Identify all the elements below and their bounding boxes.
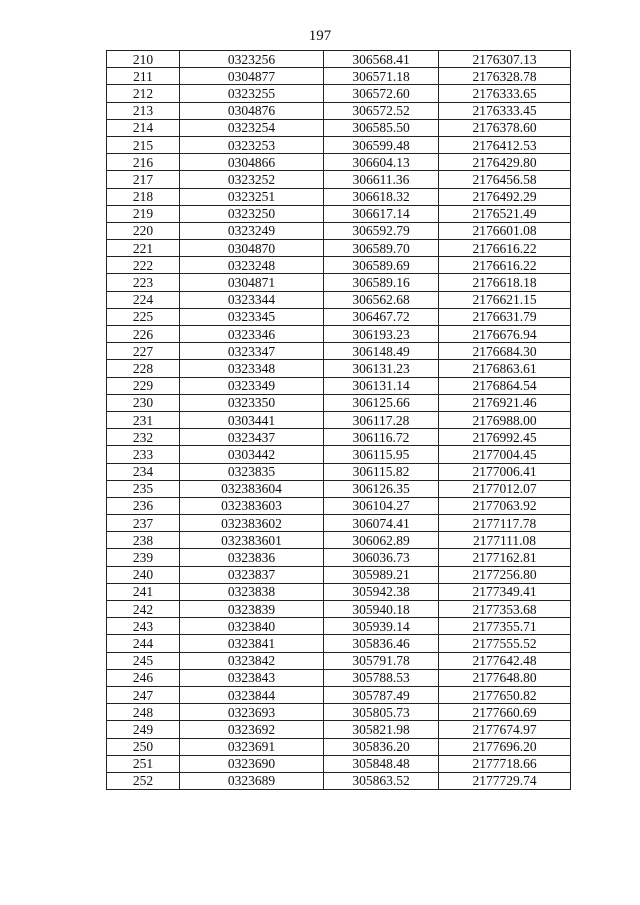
table-row	[107, 119, 571, 136]
y-coordinate-cell: 2176684.30	[439, 343, 571, 360]
table-row	[107, 257, 571, 274]
table-row	[107, 308, 571, 325]
table-row	[107, 738, 571, 755]
point-number-cell: 239	[107, 549, 180, 566]
point-code-cell: 0323348	[180, 360, 324, 377]
table-row	[107, 532, 571, 549]
y-coordinate-cell: 2177718.66	[439, 755, 571, 772]
x-coordinate-cell: 306571.18	[324, 68, 439, 85]
table-row	[107, 618, 571, 635]
point-code-cell: 0323256	[180, 51, 324, 68]
point-number-cell: 223	[107, 274, 180, 291]
y-coordinate-cell: 2177004.45	[439, 446, 571, 463]
x-coordinate-cell: 306572.60	[324, 85, 439, 102]
y-coordinate-cell: 2176333.45	[439, 102, 571, 119]
point-code-cell: 032383602	[180, 515, 324, 532]
point-number-cell: 237	[107, 515, 180, 532]
y-coordinate-cell: 2176521.49	[439, 205, 571, 222]
point-number-cell: 243	[107, 618, 180, 635]
x-coordinate-cell: 306148.49	[324, 343, 439, 360]
table-row	[107, 51, 571, 68]
x-coordinate-cell: 305805.73	[324, 704, 439, 721]
table-row	[107, 463, 571, 480]
table-row	[107, 343, 571, 360]
table-row	[107, 772, 571, 789]
x-coordinate-cell: 306126.35	[324, 480, 439, 497]
point-number-cell: 247	[107, 686, 180, 703]
y-coordinate-cell: 2176616.22	[439, 257, 571, 274]
y-coordinate-cell: 2176601.08	[439, 222, 571, 239]
point-code-cell: 0323345	[180, 308, 324, 325]
point-number-cell: 229	[107, 377, 180, 394]
point-number-cell: 230	[107, 394, 180, 411]
point-number-cell: 241	[107, 583, 180, 600]
table-row	[107, 394, 571, 411]
y-coordinate-cell: 2176378.60	[439, 119, 571, 136]
point-code-cell: 0303441	[180, 411, 324, 428]
point-code-cell: 0304866	[180, 154, 324, 171]
point-code-cell: 0304870	[180, 240, 324, 257]
x-coordinate-cell: 305939.14	[324, 618, 439, 635]
y-coordinate-cell: 2177111.08	[439, 532, 571, 549]
x-coordinate-cell: 306062.89	[324, 532, 439, 549]
point-code-cell: 0304871	[180, 274, 324, 291]
y-coordinate-cell: 2177660.69	[439, 704, 571, 721]
x-coordinate-cell: 306568.41	[324, 51, 439, 68]
point-code-cell: 0323349	[180, 377, 324, 394]
point-number-cell: 250	[107, 738, 180, 755]
y-coordinate-cell: 2176863.61	[439, 360, 571, 377]
x-coordinate-cell: 305942.38	[324, 583, 439, 600]
x-coordinate-cell: 306599.48	[324, 136, 439, 153]
table-row	[107, 652, 571, 669]
point-number-cell: 244	[107, 635, 180, 652]
x-coordinate-cell: 306125.66	[324, 394, 439, 411]
coordinates-table	[106, 50, 571, 790]
point-number-cell: 210	[107, 51, 180, 68]
point-number-cell: 215	[107, 136, 180, 153]
point-code-cell: 0323251	[180, 188, 324, 205]
x-coordinate-cell: 306618.32	[324, 188, 439, 205]
y-coordinate-cell: 2177256.80	[439, 566, 571, 583]
y-coordinate-cell: 2176328.78	[439, 68, 571, 85]
point-number-cell: 216	[107, 154, 180, 171]
y-coordinate-cell: 2176992.45	[439, 429, 571, 446]
point-code-cell: 0323347	[180, 343, 324, 360]
y-coordinate-cell: 2177648.80	[439, 669, 571, 686]
table-row	[107, 171, 571, 188]
point-code-cell: 0323835	[180, 463, 324, 480]
x-coordinate-cell: 306592.79	[324, 222, 439, 239]
y-coordinate-cell: 2176621.15	[439, 291, 571, 308]
table-row	[107, 360, 571, 377]
table-row	[107, 102, 571, 119]
point-number-cell: 218	[107, 188, 180, 205]
table-row	[107, 136, 571, 153]
x-coordinate-cell: 305836.46	[324, 635, 439, 652]
point-number-cell: 246	[107, 669, 180, 686]
point-code-cell: 0323692	[180, 721, 324, 738]
y-coordinate-cell: 2177353.68	[439, 601, 571, 618]
x-coordinate-cell: 306617.14	[324, 205, 439, 222]
y-coordinate-cell: 2177696.20	[439, 738, 571, 755]
table-row	[107, 222, 571, 239]
x-coordinate-cell: 306104.27	[324, 497, 439, 514]
x-coordinate-cell: 306115.82	[324, 463, 439, 480]
point-code-cell: 0323255	[180, 85, 324, 102]
table-row	[107, 154, 571, 171]
table-row	[107, 669, 571, 686]
point-code-cell: 0323840	[180, 618, 324, 635]
table-row	[107, 686, 571, 703]
table-row	[107, 704, 571, 721]
table-row	[107, 240, 571, 257]
point-number-cell: 252	[107, 772, 180, 789]
point-number-cell: 234	[107, 463, 180, 480]
point-code-cell: 0323350	[180, 394, 324, 411]
y-coordinate-cell: 2177117.78	[439, 515, 571, 532]
x-coordinate-cell: 306467.72	[324, 308, 439, 325]
point-number-cell: 238	[107, 532, 180, 549]
y-coordinate-cell: 2176988.00	[439, 411, 571, 428]
point-number-cell: 219	[107, 205, 180, 222]
y-coordinate-cell: 2176333.65	[439, 85, 571, 102]
x-coordinate-cell: 306604.13	[324, 154, 439, 171]
point-code-cell: 032383603	[180, 497, 324, 514]
point-number-cell: 221	[107, 240, 180, 257]
point-number-cell: 214	[107, 119, 180, 136]
point-number-cell: 227	[107, 343, 180, 360]
point-number-cell: 236	[107, 497, 180, 514]
x-coordinate-cell: 306074.41	[324, 515, 439, 532]
x-coordinate-cell: 306611.36	[324, 171, 439, 188]
x-coordinate-cell: 305788.53	[324, 669, 439, 686]
point-number-cell: 213	[107, 102, 180, 119]
point-code-cell: 032383604	[180, 480, 324, 497]
y-coordinate-cell: 2177006.41	[439, 463, 571, 480]
table-row	[107, 721, 571, 738]
point-number-cell: 249	[107, 721, 180, 738]
point-number-cell: 212	[107, 85, 180, 102]
point-number-cell: 235	[107, 480, 180, 497]
y-coordinate-cell: 2177355.71	[439, 618, 571, 635]
y-coordinate-cell: 2177555.52	[439, 635, 571, 652]
y-coordinate-cell: 2176864.54	[439, 377, 571, 394]
point-code-cell: 0323844	[180, 686, 324, 703]
point-number-cell: 242	[107, 601, 180, 618]
y-coordinate-cell: 2177063.92	[439, 497, 571, 514]
coordinates-table-body	[107, 51, 571, 790]
point-code-cell: 0323248	[180, 257, 324, 274]
y-coordinate-cell: 2176618.18	[439, 274, 571, 291]
point-code-cell: 0304876	[180, 102, 324, 119]
point-code-cell: 0323250	[180, 205, 324, 222]
y-coordinate-cell: 2177674.97	[439, 721, 571, 738]
x-coordinate-cell: 305863.52	[324, 772, 439, 789]
x-coordinate-cell: 306572.52	[324, 102, 439, 119]
point-number-cell: 240	[107, 566, 180, 583]
y-coordinate-cell: 2176412.53	[439, 136, 571, 153]
x-coordinate-cell: 306585.50	[324, 119, 439, 136]
table-row	[107, 480, 571, 497]
point-code-cell: 0323693	[180, 704, 324, 721]
x-coordinate-cell: 305836.20	[324, 738, 439, 755]
table-row	[107, 755, 571, 772]
y-coordinate-cell: 2177729.74	[439, 772, 571, 789]
x-coordinate-cell: 305848.48	[324, 755, 439, 772]
point-code-cell: 0304877	[180, 68, 324, 85]
y-coordinate-cell: 2177642.48	[439, 652, 571, 669]
x-coordinate-cell: 305989.21	[324, 566, 439, 583]
point-number-cell: 233	[107, 446, 180, 463]
point-code-cell: 0323837	[180, 566, 324, 583]
table-row	[107, 549, 571, 566]
x-coordinate-cell: 306131.14	[324, 377, 439, 394]
point-number-cell: 220	[107, 222, 180, 239]
x-coordinate-cell: 306116.72	[324, 429, 439, 446]
point-number-cell: 225	[107, 308, 180, 325]
point-code-cell: 0323437	[180, 429, 324, 446]
y-coordinate-cell: 2176631.79	[439, 308, 571, 325]
point-code-cell: 0323346	[180, 326, 324, 343]
point-code-cell: 0303442	[180, 446, 324, 463]
y-coordinate-cell: 2176492.29	[439, 188, 571, 205]
y-coordinate-cell: 2176307.13	[439, 51, 571, 68]
table-row	[107, 274, 571, 291]
y-coordinate-cell: 2176921.46	[439, 394, 571, 411]
table-row	[107, 205, 571, 222]
point-code-cell: 0323691	[180, 738, 324, 755]
point-code-cell: 0323252	[180, 171, 324, 188]
point-number-cell: 217	[107, 171, 180, 188]
point-code-cell: 0323689	[180, 772, 324, 789]
point-code-cell: 0323841	[180, 635, 324, 652]
point-code-cell: 032383601	[180, 532, 324, 549]
table-row	[107, 635, 571, 652]
x-coordinate-cell: 305940.18	[324, 601, 439, 618]
x-coordinate-cell: 305791.78	[324, 652, 439, 669]
table-row	[107, 446, 571, 463]
point-code-cell: 0323254	[180, 119, 324, 136]
table-row	[107, 429, 571, 446]
y-coordinate-cell: 2177349.41	[439, 583, 571, 600]
table-row	[107, 566, 571, 583]
y-coordinate-cell: 2177650.82	[439, 686, 571, 703]
table-row	[107, 411, 571, 428]
table-row	[107, 85, 571, 102]
x-coordinate-cell: 306131.23	[324, 360, 439, 377]
page-number: 197	[308, 28, 332, 44]
table-row	[107, 497, 571, 514]
point-number-cell: 222	[107, 257, 180, 274]
point-code-cell: 0323690	[180, 755, 324, 772]
x-coordinate-cell: 306562.68	[324, 291, 439, 308]
point-code-cell: 0323344	[180, 291, 324, 308]
point-code-cell: 0323249	[180, 222, 324, 239]
x-coordinate-cell: 306115.95	[324, 446, 439, 463]
table-row	[107, 68, 571, 85]
point-code-cell: 0323839	[180, 601, 324, 618]
point-number-cell: 224	[107, 291, 180, 308]
y-coordinate-cell: 2177012.07	[439, 480, 571, 497]
point-number-cell: 251	[107, 755, 180, 772]
x-coordinate-cell: 305821.98	[324, 721, 439, 738]
y-coordinate-cell: 2176429.80	[439, 154, 571, 171]
x-coordinate-cell: 306117.28	[324, 411, 439, 428]
point-code-cell: 0323843	[180, 669, 324, 686]
table-row	[107, 291, 571, 308]
y-coordinate-cell: 2176676.94	[439, 326, 571, 343]
table-row	[107, 377, 571, 394]
point-number-cell: 245	[107, 652, 180, 669]
point-number-cell: 228	[107, 360, 180, 377]
point-number-cell: 211	[107, 68, 180, 85]
point-code-cell: 0323253	[180, 136, 324, 153]
x-coordinate-cell: 305787.49	[324, 686, 439, 703]
point-number-cell: 232	[107, 429, 180, 446]
table-row	[107, 515, 571, 532]
point-number-cell: 226	[107, 326, 180, 343]
table-row	[107, 326, 571, 343]
point-code-cell: 0323836	[180, 549, 324, 566]
x-coordinate-cell: 306193.23	[324, 326, 439, 343]
x-coordinate-cell: 306589.70	[324, 240, 439, 257]
point-number-cell: 231	[107, 411, 180, 428]
x-coordinate-cell: 306036.73	[324, 549, 439, 566]
y-coordinate-cell: 2177162.81	[439, 549, 571, 566]
y-coordinate-cell: 2176456.58	[439, 171, 571, 188]
x-coordinate-cell: 306589.69	[324, 257, 439, 274]
point-number-cell: 248	[107, 704, 180, 721]
table-row	[107, 601, 571, 618]
point-code-cell: 0323838	[180, 583, 324, 600]
point-code-cell: 0323842	[180, 652, 324, 669]
table-row	[107, 583, 571, 600]
x-coordinate-cell: 306589.16	[324, 274, 439, 291]
table-row	[107, 188, 571, 205]
y-coordinate-cell: 2176616.22	[439, 240, 571, 257]
